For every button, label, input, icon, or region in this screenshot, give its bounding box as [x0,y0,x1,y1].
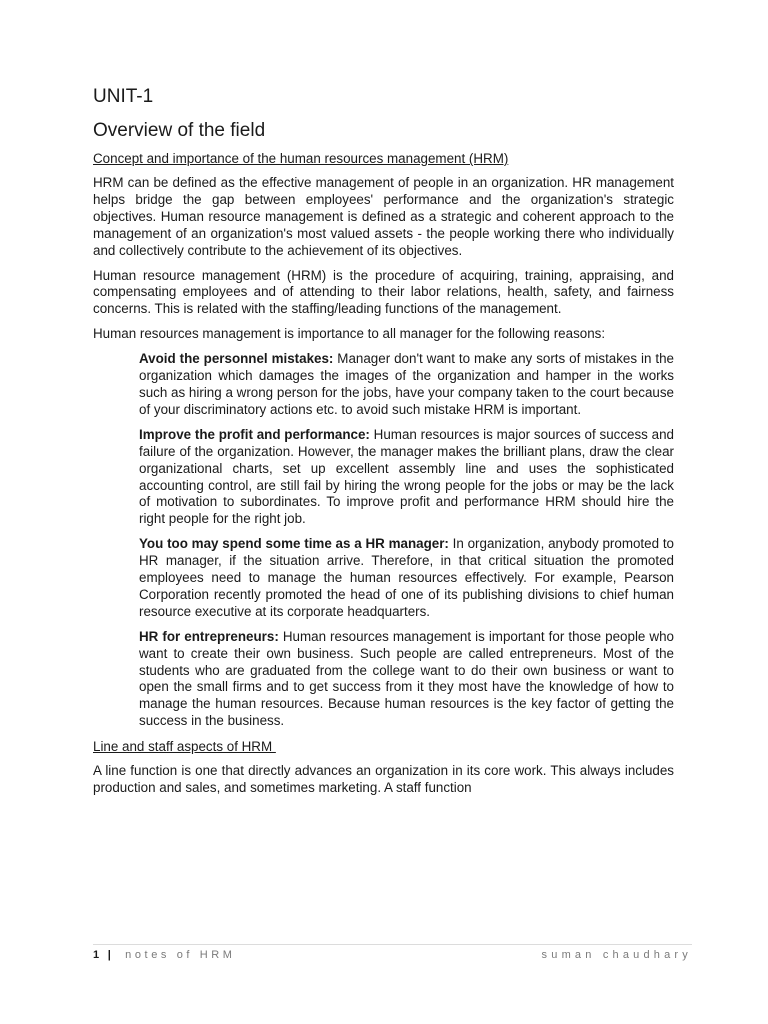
reason-item [139,629,674,730]
reason-item [139,351,674,419]
reason-text: Manager don't want to make any sorts of mistakes in the organization which damages the images of the organization and hamper in the works such as hiring a wrong person for the jobs, have your company taken to the court because of your discriminatory actions etc. to avoid such mistake HRM is important. [139,351,674,417]
unit-title: UNIT-1 [93,86,154,107]
reason-title: Avoid the personnel mistakes: [139,351,334,367]
paragraph-importance-intro: Human resources management is importance to all manager for the following reasons: [93,326,606,342]
paragraph-hrm-procedure: Human resource management (HRM) is the procedure of acquiring, training, appraising, and compensating employees and of attending to their labor relations, health, safety, and fairness concerns. This is related with the staffing/leading functions of the management. [93,267,674,317]
footer-divider [93,944,692,945]
reason-item [139,536,674,621]
section-heading-line-staff: Line and staff aspects of HRM [93,739,276,755]
paragraph-hrm-definition: HRM can be defined as the effective management of people in an organization. HR management helps bridge the gap between employees' performance and the organization's strategic objectives. Human resource management is defined as a strategic and coherent approach to the management of an organization's most valued assets - the people working there who individually and collectively contribute to the achievement of its objectives. [93,175,674,258]
reason-text: Human resources management is important for those people who want to create their own business. Such people are called entrepreneurs. Most of the students who are graduated from the college want to do their own business or want to open the small firms and to get success from it they most have the knowledge of how to manage the human resources. Because human resources is the key factor of getting the success in the business. [139,628,674,729]
paragraph-line-function: A line function is one that directly advances an organization in its core work. This always includes production and sales, and sometimes marketing. A staff function [93,763,674,796]
page-content [93,84,674,805]
footer-doc-title: notes of HRM [125,949,236,961]
reason-text: In organization, anybody promoted to HR manager, if the situation arrive. Therefore, in that critical situation the promoted employees need to manage the human resources effectively. For example, Pearson Corporation recently promoted the head of one of its publishing divisions to chief human resource executive at its corporate headquarters. [139,536,674,619]
overview-title: Overview of the field [93,120,266,141]
reason-item [139,427,674,528]
footer-left [93,949,236,961]
reason-title: You too may spend some time as a HR manager: [139,536,449,552]
reason-title: HR for entrepreneurs: [139,628,279,644]
reason-title: Improve the profit and performance: [139,426,370,442]
page-number: 1 [93,949,102,961]
reason-text: Human resources is major sources of success and failure of the organization. However, the manager makes the brilliant plans, draw the clear organizational charts, set up excellent assembly line and uses the sophisticated accounting control, are still fail by hiring the wrong people for the jobs or may be the lack of motivation to subordinates. To improve profit and performance HRM should hire the right people for the right job. [139,426,674,527]
footer-separator: | [107,949,115,961]
section-heading-concept: Concept and importance of the human resources management (HRM) [93,151,509,166]
footer-author: suman chaudhary [541,949,692,961]
